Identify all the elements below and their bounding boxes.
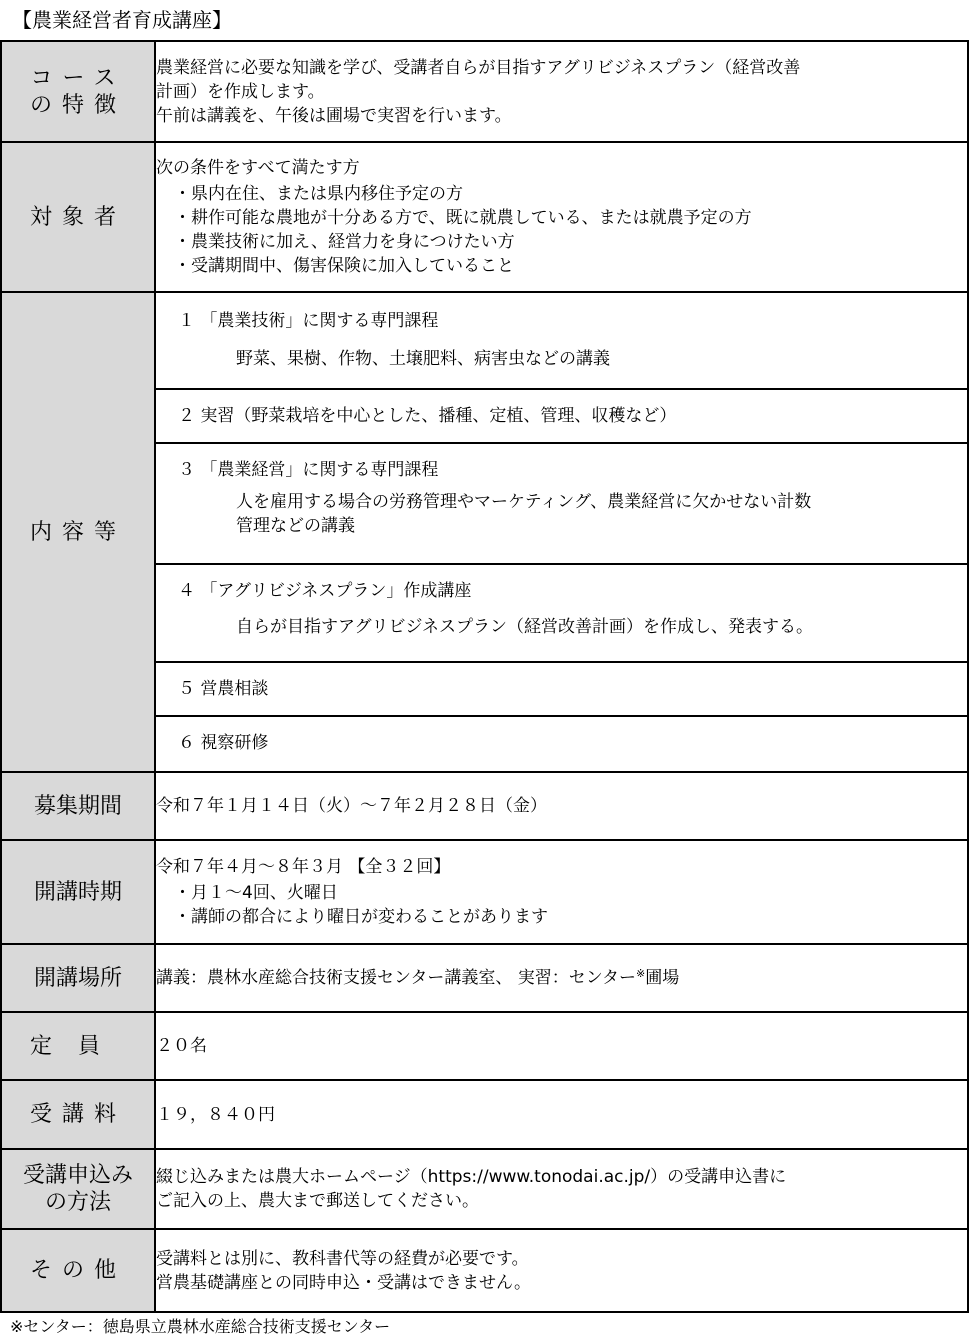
- label-fee-text: 受講料: [29, 1102, 126, 1127]
- content-item-desc: 管理などの講義: [236, 516, 355, 536]
- row-content: [1, 292, 968, 772]
- content-item-5: [156, 663, 967, 717]
- label-recruitment: 募集期間: [1, 772, 155, 840]
- row-schedule: [1, 840, 968, 944]
- content-venue: [155, 944, 968, 1012]
- features-line: 午前は講義を、午後は圃場で実習を行います。: [156, 105, 512, 126]
- label-application: [1, 1149, 155, 1229]
- fee-value: １９，８４０円: [155, 1080, 968, 1149]
- row-venue: [1, 944, 968, 1012]
- label-application-line1: 受講申込み: [22, 1163, 133, 1188]
- application-line: ご記入の上、農大まで郵送してください。: [156, 1191, 479, 1211]
- schedule-bullet: ・講師の都合により曜日が変わることがあります: [174, 907, 548, 927]
- content-item-head: ２ 実習（野菜栽培を中心とした、播種、定植、管理、収穫など）: [178, 406, 677, 426]
- label-fee: [1, 1080, 155, 1149]
- label-content-text: 内容等: [29, 519, 126, 545]
- label-schedule: 開講時期: [1, 840, 155, 944]
- other-line: 受講料とは別に、教科書代等の経費が必要です。: [156, 1248, 529, 1269]
- target-intro: 次の条件をすべて満たす方: [156, 158, 360, 178]
- content-item-6: [156, 717, 967, 771]
- other-line: 営農基礎講座との同時申込・受講はできません。: [156, 1272, 532, 1293]
- content-features: [155, 41, 968, 142]
- venue-footnote-mark: ※: [636, 967, 646, 980]
- content-item-head: １ 「農業技術」に関する専門課程: [178, 311, 439, 331]
- content-item-desc: 自らが目指すアグリビジネスプラン（経営改善計画）を作成し、発表する。: [236, 617, 813, 637]
- label-venue: 開講場所: [1, 944, 155, 1012]
- row-features: [1, 41, 968, 142]
- content-target: [155, 142, 968, 292]
- capacity-value: ２０名: [155, 1012, 968, 1080]
- content-item-desc: 野菜、果樹、作物、土壌肥料、病害虫などの講義: [236, 349, 610, 369]
- row-target: [1, 142, 968, 292]
- content-item-3: [156, 444, 967, 565]
- course-info-table: [0, 40, 969, 1313]
- content-item-1: [156, 293, 967, 390]
- application-line: 綴じ込みまたは農大ホームページ（https://www.tonodai.ac.jp/）の受講申込書に: [156, 1167, 787, 1187]
- content-schedule: [155, 840, 968, 944]
- row-fee: [1, 1080, 968, 1149]
- label-capacity: [1, 1012, 155, 1080]
- label-features-line1: コース: [30, 65, 126, 91]
- schedule-main: 令和７年４月～８年３月 【全３２回】: [156, 857, 451, 877]
- venue-text-before: 講義：農林水産総合技術支援センター講義室、 実習：センター: [156, 968, 637, 988]
- features-line: 農業経営に必要な知識を学び、受講者自らが目指すアグリビジネスプラン（経営改善: [156, 57, 801, 78]
- target-bullet: ・受講期間中、傷害保険に加入していること: [174, 256, 514, 276]
- label-other: [1, 1229, 155, 1312]
- row-application: [1, 1149, 968, 1229]
- label-other-text: その他: [29, 1258, 126, 1283]
- row-recruitment: [1, 772, 968, 840]
- label-target-text: 対象者: [29, 204, 126, 230]
- label-features: [1, 41, 155, 142]
- content-item-head: ６ 視察研修: [178, 733, 269, 753]
- footnote: ※センター：徳島県立農林水産総合技術支援センター: [10, 1317, 391, 1336]
- row-capacity: [1, 1012, 968, 1080]
- features-line: 計画）を作成します。: [156, 81, 325, 102]
- content-application: [155, 1149, 968, 1229]
- target-bullet: ・県内在住、または県内移住予定の方: [174, 184, 463, 204]
- target-bullet: ・農業技術に加え、経営力を身につけたい方: [174, 232, 515, 252]
- content-item-head: ３ 「農業経営」に関する専門課程: [178, 460, 439, 480]
- label-content: [1, 292, 155, 772]
- row-other: [1, 1229, 968, 1312]
- content-item-head: ５ 営農相談: [178, 679, 269, 699]
- venue-text-after: 圃場: [645, 968, 680, 988]
- label-features-line2: の特徴: [29, 92, 126, 118]
- content-item-2: [156, 390, 967, 444]
- label-capacity-text: 定員: [29, 1033, 126, 1059]
- label-target: [1, 142, 155, 292]
- schedule-bullet: ・月１～4回、火曜日: [174, 883, 338, 903]
- content-item-head: ４ 「アグリビジネスプラン」作成講座: [178, 581, 472, 601]
- page-title: 【農業経営者育成講座】: [12, 8, 232, 32]
- content-item-4: [156, 565, 967, 663]
- label-application-line2: の方法: [44, 1190, 111, 1215]
- recruitment-value: 令和７年１月１４日（火）～７年２月２８日（金）: [155, 772, 968, 840]
- target-bullet: ・耕作可能な農地が十分ある方で、既に就農している、または就農予定の方: [174, 208, 752, 228]
- content-other: [155, 1229, 968, 1312]
- content-item-desc: 人を雇用する場合の労務管理やマーケティング、農業経営に欠かせない計数: [236, 492, 812, 512]
- content-items: [155, 292, 968, 772]
